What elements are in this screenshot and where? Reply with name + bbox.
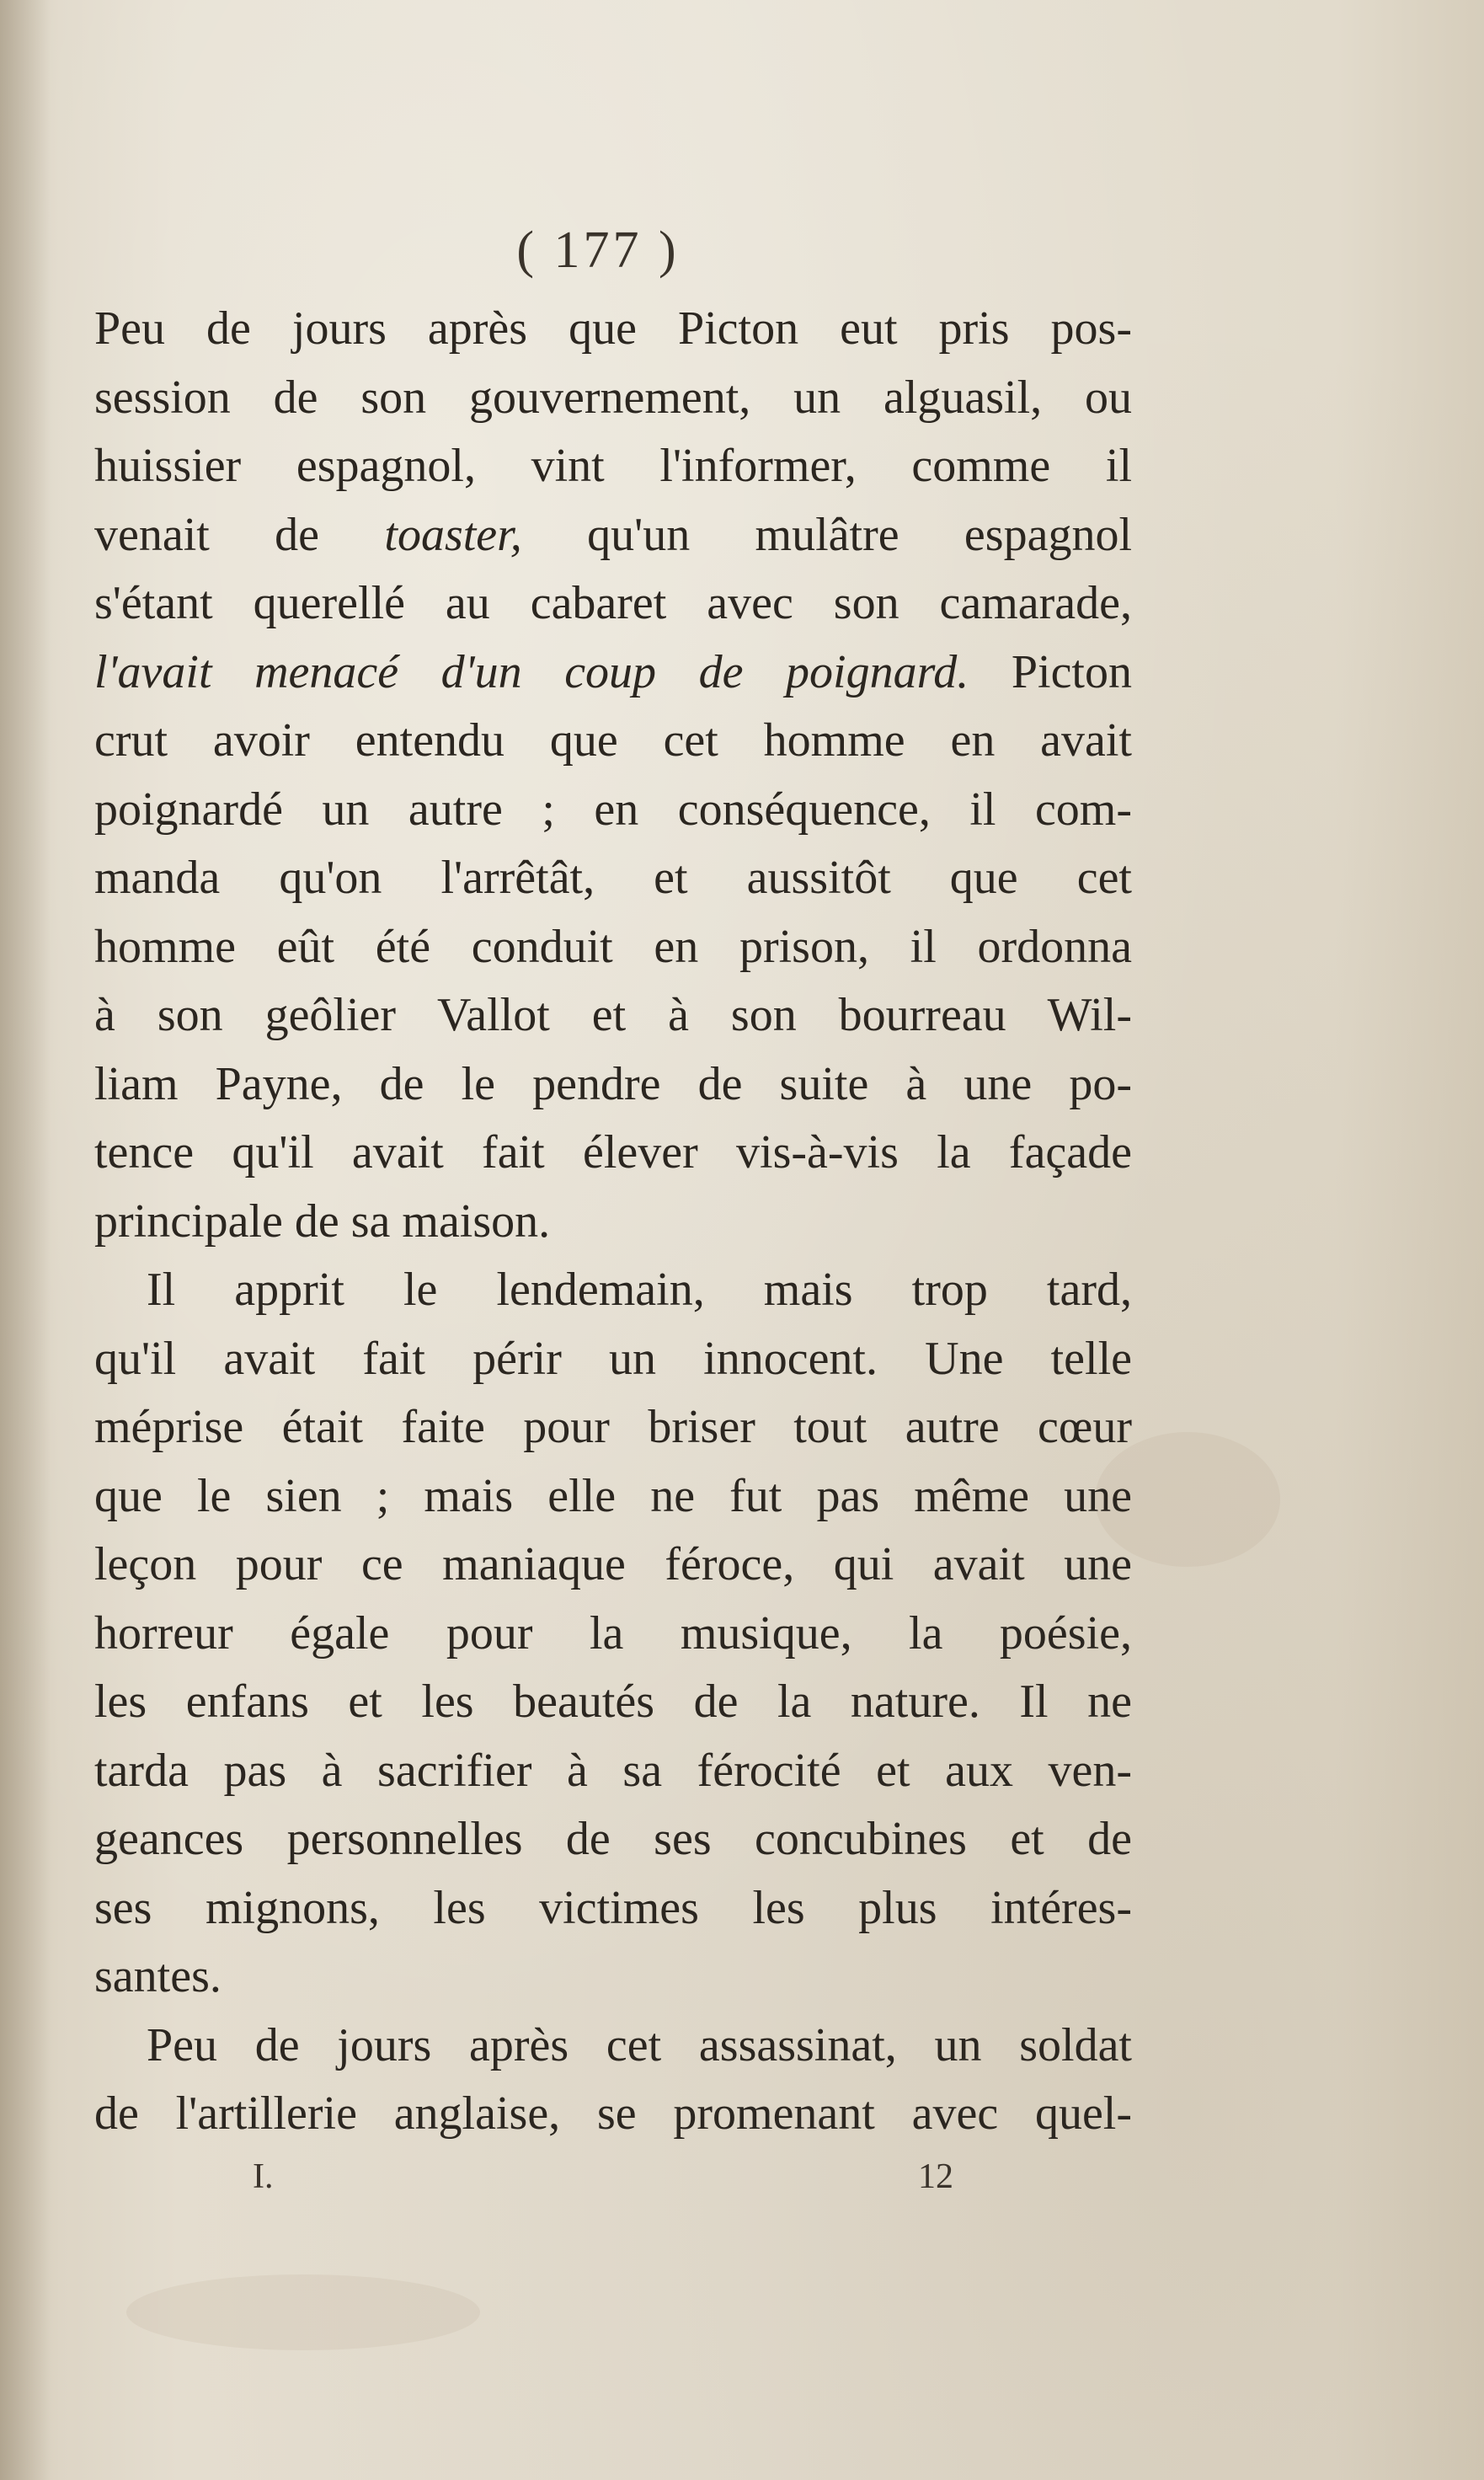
paper-stain: [126, 2274, 480, 2350]
text-line: de l'artillerie anglaise, se promenant avec quel-: [94, 2087, 1132, 2140]
italic-run: l'avait menacé d'un coup de poignard.: [94, 645, 969, 698]
text-run: qu'un mulâtre espagnol: [521, 508, 1132, 561]
text-line: homme eût été conduit en prison, il ordonna: [94, 920, 1132, 973]
text-line: tence qu'il avait fait élever vis-à-vis la façade: [94, 1126, 1132, 1179]
text-line: poignardé un autre ; en conséquence, il com-: [94, 783, 1132, 836]
text-line: huissier espagnol, vint l'informer, comme il: [94, 440, 1132, 492]
text-line: principale de sa maison.: [94, 1195, 551, 1248]
text-line: leçon pour ce maniaque féroce, qui avait une: [94, 1538, 1132, 1590]
text-line: liam Payne, de le pendre de suite à une po-: [94, 1057, 1132, 1110]
italic-run: toaster,: [384, 508, 522, 561]
text-line: geances personnelles de ses concubines et de: [94, 1813, 1132, 1865]
text-line: à son geôlier Vallot et à son bourreau Wil-: [94, 989, 1132, 1041]
text-run: venait de: [94, 508, 385, 561]
text-line: Peu de jours après cet assassinat, un soldat: [147, 2018, 1132, 2071]
body-text: [94, 295, 1132, 2149]
text-line: que le sien ; mais elle ne fut pas même une: [94, 1469, 1132, 1522]
text-line: tarda pas à sacrifier à sa férocité et aux ven-: [94, 1744, 1132, 1797]
text-line: Il apprit le lendemain, mais trop tard,: [147, 1264, 1132, 1316]
text-line: [94, 639, 1132, 708]
text-run: Picton: [969, 645, 1132, 698]
text-line: horreur égale pour la musique, la poésie,: [94, 1606, 1132, 1660]
text-line: les enfans et les beautés de la nature. Il ne: [94, 1676, 1132, 1728]
text-line: ses mignons, les victimes les plus intéres-: [94, 1881, 1132, 1934]
text-line: [94, 501, 1132, 570]
gutter-shadow: [0, 0, 51, 2480]
text-line: Peu de jours après que Picton eut pris pos-: [94, 302, 1132, 355]
text-line: crut avoir entendu que cet homme en avait: [94, 714, 1132, 767]
text-line: manda qu'on l'arrêtât, et aussitôt que cet: [94, 852, 1132, 904]
text-line: qu'il avait fait périr un innocent. Une telle: [94, 1332, 1132, 1385]
text-line: méprise était faite pour briser tout autre cœur: [94, 1401, 1132, 1453]
sheet-number: 12: [918, 2157, 953, 2196]
text-line: s'étant querellé au cabaret avec son camarade,: [94, 577, 1132, 629]
page-number: ( 177 ): [516, 222, 680, 279]
text-line: session de son gouvernement, un alguasil, ou: [94, 371, 1132, 424]
text-line: santes.: [94, 1950, 222, 2002]
signature-mark: I.: [253, 2157, 274, 2196]
